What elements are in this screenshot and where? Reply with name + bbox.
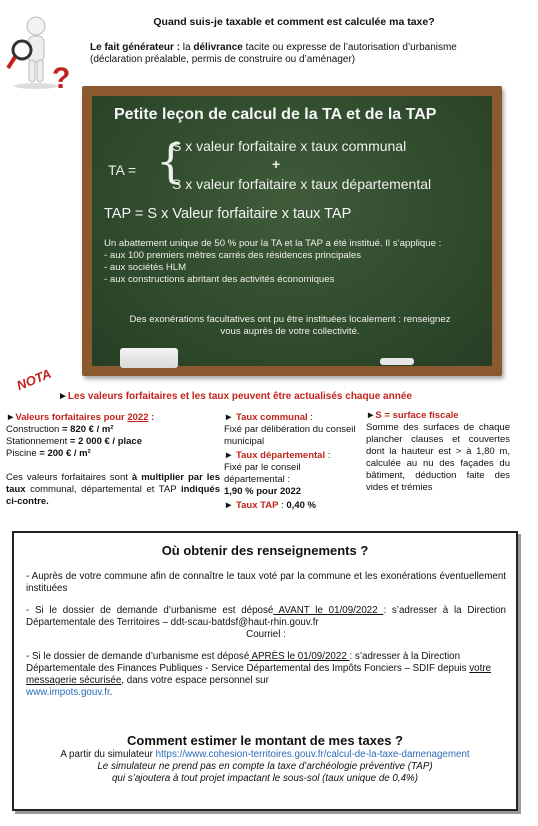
valeurs-title-end: :	[148, 412, 155, 423]
colon: :	[278, 500, 287, 511]
estimate-note: Le simulateur ne prend pas en compte la taxe d’archéologie préventive (TAP)	[97, 761, 433, 772]
arrow-right-icon: ►	[224, 412, 234, 423]
info-ddt-text: : s’adresser à la Direction Départementale des Territoires – ddt-scau-batdsf@haut-rhin.gouv.fr	[26, 605, 507, 628]
taux-departemental-value: 1,90 % pour 2022	[224, 486, 302, 497]
info-body	[26, 571, 506, 709]
valeurs-title: Valeurs forfaitaires pour	[15, 412, 128, 423]
chalkboard-surface	[92, 96, 492, 366]
surface-text: Somme des surfaces de chaque plancher clauses et couvertes dont la hauteur est > à 1,80 m, calculée au nu des façades du bâtiment, déduction faite des vides et trémies	[366, 422, 510, 493]
valeurs-forfaitaires-column	[6, 412, 220, 508]
estimate-note: qui s’ajoutera à tout projet impactant le sous-sol (taux unique de 0,4%)	[111, 773, 419, 784]
valeurs-para: communal, départemental et TAP	[25, 484, 181, 495]
chalkboard	[82, 86, 502, 376]
abattement-item: - aux 100 premiers mètres carrés des résidences principales	[104, 250, 362, 261]
info-ddt-date: AVANT le 01/09/2022	[273, 605, 384, 616]
estimate-prefix: A partir du simulateur	[60, 749, 156, 760]
info-commune: - Auprès de votre commune afin de connaître le taux voté par la commune et les exonérations éventuellement instituées	[26, 571, 506, 594]
board-title: Petite leçon de calcul de la TA et de la TAP	[114, 106, 437, 123]
taux-column	[224, 412, 356, 512]
arrow-right-icon: ►	[224, 450, 234, 461]
construction-value: = 820 € / m²	[61, 424, 114, 435]
svg-text:?: ?	[52, 62, 71, 90]
info-period: .	[109, 687, 113, 698]
taux-tap-value: 0,40 %	[286, 500, 316, 511]
update-text: Les valeurs forfaitaires et les taux peuvent être actualisés chaque année	[67, 391, 412, 402]
valeurs-para-bold: indiqués ci-contre.	[6, 484, 220, 507]
valeurs-para: Ces valeurs forfaitaires sont	[6, 472, 132, 483]
info-ddfip-text: , dans votre espace personnel sur	[121, 675, 269, 686]
valeurs-para-bold: à multiplier par les taux	[6, 472, 220, 495]
ta-label: TA =	[108, 162, 137, 178]
info-ddt-text: - Si le dossier de demande d’urbanisme est déposé	[26, 605, 274, 616]
fait-generateur-text	[90, 42, 490, 66]
abattement-item: - aux sociétés HLM	[104, 262, 187, 273]
info-messagerie: votre messagerie sécurisée	[26, 663, 492, 686]
taux-departemental-title: Taux départemental	[236, 450, 326, 461]
construction-label: Construction	[6, 424, 62, 435]
stationnement-value: = 2 000 € / place	[69, 436, 143, 447]
formula-communal: S x valeur forfaitaire x taux communal	[172, 138, 407, 154]
formula-departemental: S x valeur forfaitaire x taux départemental	[172, 176, 432, 192]
page-title: Quand suis-je taxable et comment est calculée ma taxe?	[153, 16, 435, 28]
arrow-right-icon: ►	[6, 412, 16, 423]
formula-plus: +	[272, 156, 281, 172]
info-title: Où obtenir des renseignements ?	[161, 543, 369, 558]
fait-generateur-label: Le fait générateur :	[90, 42, 181, 53]
eraser-icon	[120, 348, 178, 368]
fait-text-part: la	[180, 42, 194, 53]
info-ddfip-text: - Si le dossier de demande d’urbanisme est déposé	[26, 651, 250, 662]
taux-communal-text: Fixé par délibération du conseil municipal	[224, 424, 356, 447]
colon: :	[325, 450, 331, 461]
chalk-icon	[380, 358, 414, 365]
fait-text-part: tacite ou expresse de l’autorisation d’urbanisme (déclaration préalable, permis de construire ou d’aménager)	[90, 42, 457, 65]
arrow-right-icon: ►	[224, 500, 234, 511]
simulator-link[interactable]: https://www.cohesion-territoires.gouv.fr/calcul-de-la-taxe-damenagement	[155, 749, 470, 760]
surface-fiscale-column	[366, 410, 510, 494]
info-ddfip-date: APRÈS le 01/09/2022	[249, 651, 350, 662]
abattement-item: - aux constructions abritant des activités économiques	[104, 274, 335, 285]
tap-formula: TAP = S x Valeur forfaitaire x taux TAP	[104, 206, 352, 222]
abattement-text	[104, 238, 486, 286]
nota-label: NOTA	[14, 365, 54, 394]
colon: :	[307, 412, 313, 423]
taux-tap-title: Taux TAP	[236, 500, 279, 511]
info-ddfip-text: : s’adresser à la Direction Départementale des Finances Publiques - Service Départemental des Impôts Fonciers – SDIF depuis	[26, 651, 470, 674]
estimate-text	[14, 749, 516, 785]
taux-departemental-text: Fixé par le conseil départemental :	[224, 462, 301, 485]
estimate-title: Comment estimer le montant de mes taxes ?	[127, 733, 403, 748]
info-courriel: Courriel :	[246, 629, 286, 640]
piscine-value: = 200 € / m²	[39, 448, 91, 459]
person-magnifier-question-icon	[6, 12, 78, 90]
info-box	[12, 531, 518, 811]
exonerations-text: Des exonérations facultatives ont pu être instituées localement : renseignez vous auprès de votre collectivité.	[129, 314, 451, 337]
surface-title: S = surface fiscale	[375, 410, 459, 421]
arrow-right-icon: ►	[58, 391, 68, 402]
piscine-label: Piscine	[6, 448, 40, 459]
valeurs-year: 2022	[127, 412, 149, 423]
stationnement-label: Stationnement	[6, 436, 70, 447]
fait-bold: délivrance	[193, 42, 243, 53]
abattement-intro: Un abattement unique de 50 % pour la TA et la TAP a été institué. Il s’applique :	[104, 238, 442, 249]
taux-communal-title: Taux communal	[236, 412, 308, 423]
update-notice	[58, 391, 412, 402]
impots-link[interactable]: www.impots.gouv.fr	[26, 687, 110, 698]
brace-icon: {	[156, 134, 186, 188]
arrow-right-icon: ►	[366, 410, 376, 421]
